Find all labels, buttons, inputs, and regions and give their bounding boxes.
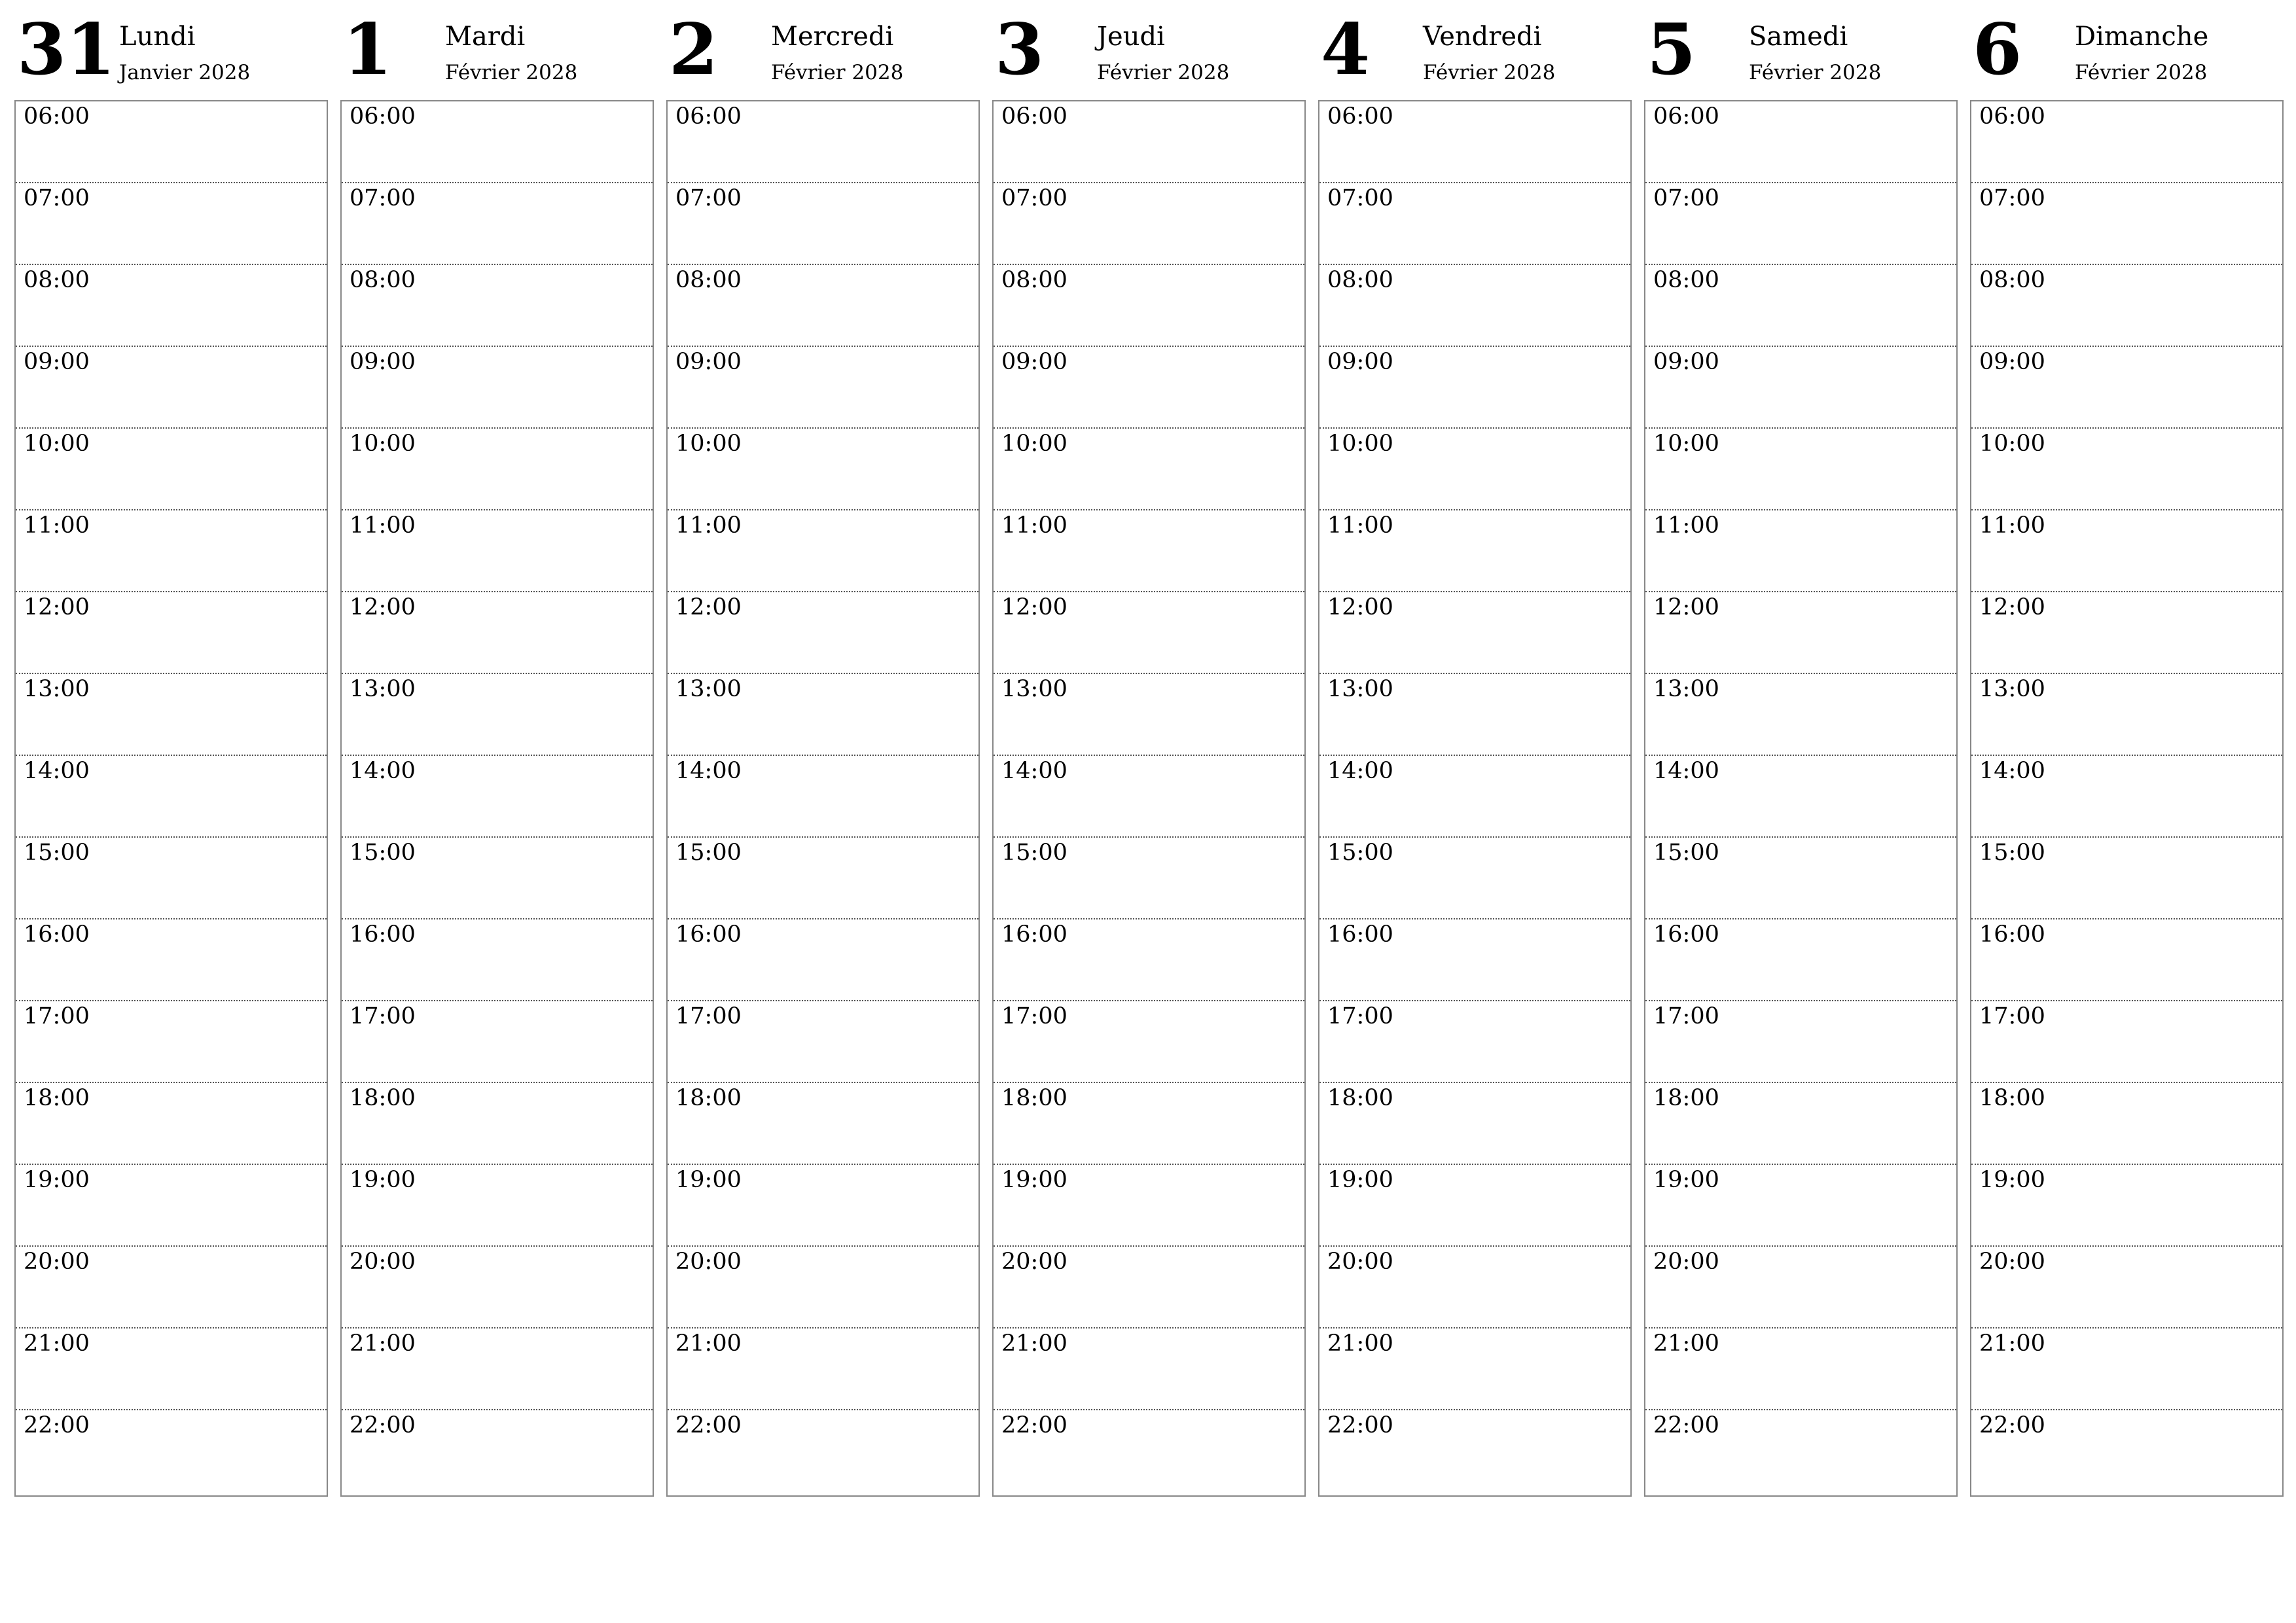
day-month: Février 2028 bbox=[1749, 61, 1882, 84]
time-label: 06:00 bbox=[350, 103, 416, 130]
time-slot[interactable] bbox=[342, 756, 653, 838]
time-slot[interactable] bbox=[16, 429, 327, 510]
time-label: 06:00 bbox=[1979, 103, 2045, 130]
time-slot[interactable] bbox=[1645, 1410, 1956, 1492]
time-slot[interactable] bbox=[994, 183, 1304, 265]
time-label: 08:00 bbox=[1979, 267, 2045, 293]
time-slot[interactable] bbox=[1645, 1247, 1956, 1329]
time-slot[interactable] bbox=[668, 1247, 978, 1329]
time-label: 14:00 bbox=[1653, 758, 1719, 784]
time-slot[interactable] bbox=[342, 429, 653, 510]
time-slot[interactable] bbox=[16, 1165, 327, 1247]
time-slot[interactable] bbox=[1319, 1329, 1630, 1410]
time-label: 14:00 bbox=[1327, 758, 1393, 784]
time-slot[interactable] bbox=[1645, 838, 1956, 919]
time-slot[interactable] bbox=[1319, 510, 1630, 592]
time-slot[interactable] bbox=[342, 1083, 653, 1165]
time-label: 09:00 bbox=[1653, 349, 1719, 375]
time-slot[interactable] bbox=[994, 756, 1304, 838]
time-label: 12:00 bbox=[1979, 594, 2045, 620]
time-label: 15:00 bbox=[24, 840, 90, 866]
time-slot[interactable] bbox=[994, 1410, 1304, 1492]
time-slot[interactable] bbox=[1645, 674, 1956, 756]
time-slot[interactable] bbox=[1645, 429, 1956, 510]
time-label: 16:00 bbox=[1979, 921, 2045, 948]
time-slot[interactable] bbox=[342, 838, 653, 919]
time-slot[interactable] bbox=[994, 510, 1304, 592]
time-label: 22:00 bbox=[24, 1412, 90, 1438]
day-column bbox=[14, 0, 328, 1438]
time-slot[interactable] bbox=[1971, 756, 2282, 838]
time-slot[interactable] bbox=[16, 1247, 327, 1329]
time-label: 09:00 bbox=[24, 349, 90, 375]
time-slot[interactable] bbox=[1319, 919, 1630, 1001]
time-label: 12:00 bbox=[1001, 594, 1067, 620]
day-number: 5 bbox=[1647, 9, 1696, 91]
time-slot[interactable] bbox=[16, 510, 327, 592]
time-label: 20:00 bbox=[1653, 1249, 1719, 1275]
time-slot[interactable] bbox=[1319, 1165, 1630, 1247]
time-slot[interactable] bbox=[668, 265, 978, 347]
time-slot[interactable] bbox=[16, 919, 327, 1001]
time-label: 14:00 bbox=[675, 758, 742, 784]
time-slot[interactable] bbox=[1645, 183, 1956, 265]
time-label: 21:00 bbox=[1979, 1330, 2045, 1357]
time-label: 18:00 bbox=[24, 1085, 90, 1111]
time-slot[interactable] bbox=[342, 1247, 653, 1329]
time-label: 18:00 bbox=[1327, 1085, 1393, 1111]
time-label: 07:00 bbox=[1001, 185, 1067, 211]
day-column bbox=[666, 0, 980, 1438]
time-slot[interactable] bbox=[994, 919, 1304, 1001]
time-slot[interactable] bbox=[1645, 919, 1956, 1001]
day-schedule-box bbox=[666, 100, 980, 1497]
time-label: 20:00 bbox=[1001, 1249, 1067, 1275]
time-slot[interactable] bbox=[16, 1001, 327, 1083]
time-label: 09:00 bbox=[350, 349, 416, 375]
time-slot[interactable] bbox=[994, 838, 1304, 919]
time-label: 22:00 bbox=[1653, 1412, 1719, 1438]
time-slot[interactable] bbox=[1971, 347, 2282, 429]
time-slot[interactable] bbox=[668, 674, 978, 756]
day-header bbox=[1318, 0, 1632, 100]
time-label: 07:00 bbox=[1979, 185, 2045, 211]
time-slot[interactable] bbox=[1971, 265, 2282, 347]
time-label: 08:00 bbox=[1001, 267, 1067, 293]
time-label: 14:00 bbox=[350, 758, 416, 784]
time-label: 20:00 bbox=[24, 1249, 90, 1275]
time-label: 17:00 bbox=[1327, 1003, 1393, 1029]
time-label: 19:00 bbox=[1327, 1167, 1393, 1193]
time-label: 07:00 bbox=[1327, 185, 1393, 211]
time-slot[interactable] bbox=[1971, 1329, 2282, 1410]
time-slot[interactable] bbox=[1971, 101, 2282, 183]
time-slot[interactable] bbox=[668, 347, 978, 429]
time-slot[interactable] bbox=[668, 838, 978, 919]
time-label: 10:00 bbox=[1979, 431, 2045, 457]
day-number: 31 bbox=[17, 9, 116, 91]
time-label: 13:00 bbox=[1979, 676, 2045, 702]
time-label: 08:00 bbox=[675, 267, 742, 293]
time-slot[interactable] bbox=[1971, 919, 2282, 1001]
time-slot[interactable] bbox=[994, 429, 1304, 510]
time-slot[interactable] bbox=[16, 265, 327, 347]
time-label: 20:00 bbox=[350, 1249, 416, 1275]
day-column bbox=[1644, 0, 1958, 1438]
time-slot[interactable] bbox=[1971, 838, 2282, 919]
time-slot[interactable] bbox=[342, 183, 653, 265]
time-slot[interactable] bbox=[1971, 1001, 2282, 1083]
time-label: 09:00 bbox=[1001, 349, 1067, 375]
time-slot[interactable] bbox=[16, 101, 327, 183]
time-slot[interactable] bbox=[342, 592, 653, 674]
time-label: 22:00 bbox=[350, 1412, 416, 1438]
time-slot[interactable] bbox=[1319, 674, 1630, 756]
day-name: Lundi bbox=[119, 22, 196, 52]
time-label: 12:00 bbox=[1653, 594, 1719, 620]
day-name: Mardi bbox=[445, 22, 526, 52]
time-label: 11:00 bbox=[675, 512, 742, 539]
time-label: 17:00 bbox=[675, 1003, 742, 1029]
day-header bbox=[14, 0, 328, 100]
time-label: 22:00 bbox=[1979, 1412, 2045, 1438]
time-slot[interactable] bbox=[668, 101, 978, 183]
time-label: 15:00 bbox=[675, 840, 742, 866]
time-slot[interactable] bbox=[1319, 1001, 1630, 1083]
time-label: 19:00 bbox=[1653, 1167, 1719, 1193]
time-label: 11:00 bbox=[1653, 512, 1719, 539]
time-label: 09:00 bbox=[675, 349, 742, 375]
time-label: 18:00 bbox=[1979, 1085, 2045, 1111]
time-label: 20:00 bbox=[1979, 1249, 2045, 1275]
time-label: 22:00 bbox=[1327, 1412, 1393, 1438]
time-slot[interactable] bbox=[1645, 1329, 1956, 1410]
time-label: 21:00 bbox=[24, 1330, 90, 1357]
time-label: 15:00 bbox=[1979, 840, 2045, 866]
time-label: 18:00 bbox=[675, 1085, 742, 1111]
time-slot[interactable] bbox=[342, 1001, 653, 1083]
time-label: 10:00 bbox=[1327, 431, 1393, 457]
time-label: 06:00 bbox=[1001, 103, 1067, 130]
time-label: 12:00 bbox=[350, 594, 416, 620]
time-slot[interactable] bbox=[1971, 592, 2282, 674]
time-label: 12:00 bbox=[1327, 594, 1393, 620]
time-slot[interactable] bbox=[668, 183, 978, 265]
day-name: Jeudi bbox=[1097, 22, 1165, 52]
time-label: 13:00 bbox=[1653, 676, 1719, 702]
time-label: 21:00 bbox=[675, 1330, 742, 1357]
time-slot[interactable] bbox=[668, 1329, 978, 1410]
time-label: 16:00 bbox=[1001, 921, 1067, 948]
day-schedule-box bbox=[1318, 100, 1632, 1497]
day-month: Février 2028 bbox=[1097, 61, 1230, 84]
time-slot[interactable] bbox=[668, 1410, 978, 1492]
time-label: 20:00 bbox=[675, 1249, 742, 1275]
time-label: 11:00 bbox=[24, 512, 90, 539]
time-label: 10:00 bbox=[1653, 431, 1719, 457]
time-label: 13:00 bbox=[350, 676, 416, 702]
day-number: 1 bbox=[343, 9, 393, 91]
time-slot[interactable] bbox=[1319, 265, 1630, 347]
time-slot[interactable] bbox=[1645, 265, 1956, 347]
time-label: 17:00 bbox=[350, 1003, 416, 1029]
time-slot[interactable] bbox=[668, 756, 978, 838]
day-header bbox=[1970, 0, 2284, 100]
time-slot[interactable] bbox=[1645, 1083, 1956, 1165]
time-label: 12:00 bbox=[24, 594, 90, 620]
time-slot[interactable] bbox=[668, 1165, 978, 1247]
time-label: 10:00 bbox=[24, 431, 90, 457]
time-slot[interactable] bbox=[342, 101, 653, 183]
time-slot[interactable] bbox=[16, 1329, 327, 1410]
day-schedule-box bbox=[992, 100, 1306, 1497]
time-label: 08:00 bbox=[1653, 267, 1719, 293]
time-slot[interactable] bbox=[994, 1083, 1304, 1165]
time-slot[interactable] bbox=[16, 674, 327, 756]
time-label: 13:00 bbox=[675, 676, 742, 702]
time-label: 11:00 bbox=[1001, 512, 1067, 539]
time-label: 06:00 bbox=[675, 103, 742, 130]
day-month: Février 2028 bbox=[445, 61, 578, 84]
time-label: 19:00 bbox=[675, 1167, 742, 1193]
day-header bbox=[992, 0, 1306, 100]
time-slot[interactable] bbox=[1971, 183, 2282, 265]
time-slot[interactable] bbox=[1319, 1247, 1630, 1329]
time-label: 08:00 bbox=[350, 267, 416, 293]
time-slot[interactable] bbox=[342, 347, 653, 429]
day-column bbox=[992, 0, 1306, 1438]
time-slot[interactable] bbox=[994, 592, 1304, 674]
time-label: 14:00 bbox=[24, 758, 90, 784]
time-label: 12:00 bbox=[675, 594, 742, 620]
day-number: 6 bbox=[1973, 9, 2022, 91]
time-slot[interactable] bbox=[668, 510, 978, 592]
time-label: 07:00 bbox=[675, 185, 742, 211]
day-number: 4 bbox=[1321, 9, 1371, 91]
time-label: 14:00 bbox=[1979, 758, 2045, 784]
day-header bbox=[666, 0, 980, 100]
time-slot[interactable] bbox=[1645, 101, 1956, 183]
time-label: 18:00 bbox=[1653, 1085, 1719, 1111]
time-slot[interactable] bbox=[342, 510, 653, 592]
time-label: 14:00 bbox=[1001, 758, 1067, 784]
time-slot[interactable] bbox=[994, 1165, 1304, 1247]
time-label: 10:00 bbox=[1001, 431, 1067, 457]
day-name: Mercredi bbox=[771, 22, 894, 52]
time-slot[interactable] bbox=[16, 347, 327, 429]
time-label: 09:00 bbox=[1327, 349, 1393, 375]
time-label: 16:00 bbox=[24, 921, 90, 948]
time-slot[interactable] bbox=[1319, 183, 1630, 265]
time-slot[interactable] bbox=[342, 1165, 653, 1247]
time-slot[interactable] bbox=[342, 1329, 653, 1410]
day-schedule-box bbox=[1644, 100, 1958, 1497]
time-slot[interactable] bbox=[1645, 510, 1956, 592]
time-label: 11:00 bbox=[1327, 512, 1393, 539]
time-slot[interactable] bbox=[1645, 1001, 1956, 1083]
time-slot[interactable] bbox=[1319, 1410, 1630, 1492]
time-label: 13:00 bbox=[24, 676, 90, 702]
time-slot[interactable] bbox=[1319, 838, 1630, 919]
time-slot[interactable] bbox=[1319, 592, 1630, 674]
time-slot[interactable] bbox=[994, 347, 1304, 429]
time-slot[interactable] bbox=[994, 674, 1304, 756]
time-label: 19:00 bbox=[1001, 1167, 1067, 1193]
time-slot[interactable] bbox=[994, 1247, 1304, 1329]
day-month: Février 2028 bbox=[771, 61, 904, 84]
time-slot[interactable] bbox=[1971, 1083, 2282, 1165]
time-slot[interactable] bbox=[342, 1410, 653, 1492]
time-slot[interactable] bbox=[1971, 1165, 2282, 1247]
time-slot[interactable] bbox=[342, 919, 653, 1001]
time-label: 13:00 bbox=[1001, 676, 1067, 702]
time-label: 21:00 bbox=[1653, 1330, 1719, 1357]
time-slot[interactable] bbox=[668, 919, 978, 1001]
time-slot[interactable] bbox=[1645, 1165, 1956, 1247]
time-slot[interactable] bbox=[16, 838, 327, 919]
time-slot[interactable] bbox=[1645, 756, 1956, 838]
time-label: 18:00 bbox=[1001, 1085, 1067, 1111]
time-label: 19:00 bbox=[24, 1167, 90, 1193]
time-slot[interactable] bbox=[1319, 101, 1630, 183]
day-column bbox=[1970, 0, 2284, 1438]
day-month: Février 2028 bbox=[2075, 61, 2208, 84]
time-label: 07:00 bbox=[350, 185, 416, 211]
time-slot[interactable] bbox=[16, 756, 327, 838]
time-slot[interactable] bbox=[994, 1001, 1304, 1083]
time-label: 15:00 bbox=[1653, 840, 1719, 866]
day-column bbox=[340, 0, 654, 1438]
day-name: Vendredi bbox=[1423, 22, 1542, 52]
day-header bbox=[340, 0, 654, 100]
time-label: 15:00 bbox=[1327, 840, 1393, 866]
time-label: 16:00 bbox=[350, 921, 416, 948]
time-label: 13:00 bbox=[1327, 676, 1393, 702]
time-slot[interactable] bbox=[1971, 1410, 2282, 1492]
time-label: 08:00 bbox=[1327, 267, 1393, 293]
time-slot[interactable] bbox=[668, 592, 978, 674]
time-slot[interactable] bbox=[16, 183, 327, 265]
time-label: 20:00 bbox=[1327, 1249, 1393, 1275]
time-label: 18:00 bbox=[350, 1085, 416, 1111]
time-slot[interactable] bbox=[1319, 347, 1630, 429]
day-number: 3 bbox=[995, 9, 1045, 91]
time-label: 22:00 bbox=[1001, 1412, 1067, 1438]
time-label: 11:00 bbox=[350, 512, 416, 539]
time-slot[interactable] bbox=[342, 265, 653, 347]
time-label: 17:00 bbox=[1653, 1003, 1719, 1029]
time-slot[interactable] bbox=[1645, 592, 1956, 674]
day-schedule-box bbox=[1970, 100, 2284, 1497]
time-label: 17:00 bbox=[1001, 1003, 1067, 1029]
time-slot[interactable] bbox=[1319, 429, 1630, 510]
time-slot[interactable] bbox=[16, 1083, 327, 1165]
time-label: 21:00 bbox=[350, 1330, 416, 1357]
time-label: 06:00 bbox=[1327, 103, 1393, 130]
time-label: 17:00 bbox=[24, 1003, 90, 1029]
time-label: 15:00 bbox=[350, 840, 416, 866]
time-label: 06:00 bbox=[1653, 103, 1719, 130]
time-label: 07:00 bbox=[1653, 185, 1719, 211]
time-label: 16:00 bbox=[675, 921, 742, 948]
time-slot[interactable] bbox=[1319, 1083, 1630, 1165]
time-slot[interactable] bbox=[994, 101, 1304, 183]
time-slot[interactable] bbox=[1645, 347, 1956, 429]
time-slot[interactable] bbox=[1971, 429, 2282, 510]
time-label: 09:00 bbox=[1979, 349, 2045, 375]
day-number: 2 bbox=[669, 9, 719, 91]
time-label: 11:00 bbox=[1979, 512, 2045, 539]
day-month: Janvier 2028 bbox=[119, 61, 251, 84]
day-header bbox=[1644, 0, 1958, 100]
day-name: Samedi bbox=[1749, 22, 1848, 52]
time-label: 21:00 bbox=[1001, 1330, 1067, 1357]
time-slot[interactable] bbox=[994, 1329, 1304, 1410]
time-label: 19:00 bbox=[1979, 1167, 2045, 1193]
time-slot[interactable] bbox=[16, 1410, 327, 1492]
time-label: 16:00 bbox=[1327, 921, 1393, 948]
time-slot[interactable] bbox=[1319, 756, 1630, 838]
time-label: 16:00 bbox=[1653, 921, 1719, 948]
day-schedule-box bbox=[14, 100, 328, 1497]
time-label: 19:00 bbox=[350, 1167, 416, 1193]
time-label: 21:00 bbox=[1327, 1330, 1393, 1357]
day-schedule-box bbox=[340, 100, 654, 1497]
time-slot[interactable] bbox=[668, 429, 978, 510]
time-label: 17:00 bbox=[1979, 1003, 2045, 1029]
time-slot[interactable] bbox=[1971, 674, 2282, 756]
time-slot[interactable] bbox=[668, 1083, 978, 1165]
time-slot[interactable] bbox=[994, 265, 1304, 347]
time-label: 10:00 bbox=[350, 431, 416, 457]
time-label: 10:00 bbox=[675, 431, 742, 457]
time-label: 07:00 bbox=[24, 185, 90, 211]
time-label: 15:00 bbox=[1001, 840, 1067, 866]
time-slot[interactable] bbox=[1971, 510, 2282, 592]
time-slot[interactable] bbox=[16, 592, 327, 674]
time-label: 08:00 bbox=[24, 267, 90, 293]
time-label: 22:00 bbox=[675, 1412, 742, 1438]
day-column bbox=[1318, 0, 1632, 1438]
day-month: Février 2028 bbox=[1423, 61, 1556, 84]
time-label: 06:00 bbox=[24, 103, 90, 130]
time-slot[interactable] bbox=[1971, 1247, 2282, 1329]
time-slot[interactable] bbox=[342, 674, 653, 756]
day-name: Dimanche bbox=[2075, 22, 2209, 52]
time-slot[interactable] bbox=[668, 1001, 978, 1083]
